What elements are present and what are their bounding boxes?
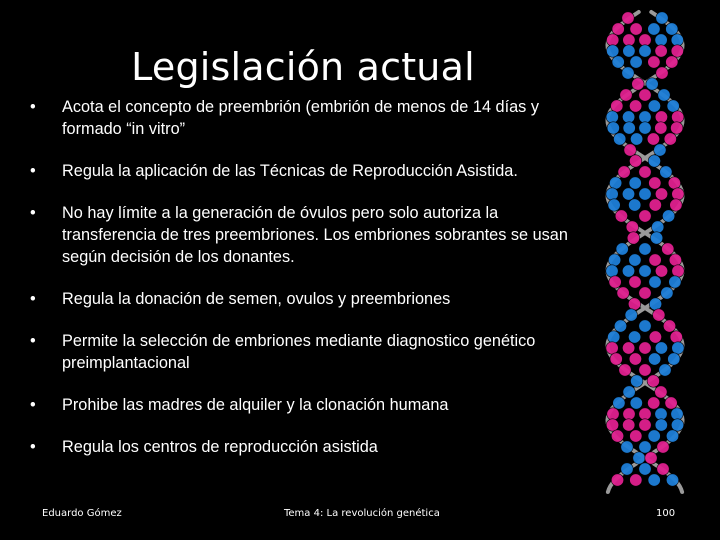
base-sphere	[622, 342, 634, 354]
base-sphere	[639, 463, 651, 475]
base-sphere	[629, 353, 641, 365]
base-sphere	[658, 89, 670, 101]
base-sphere	[606, 342, 618, 354]
footer-topic: Tema 4: La revolución genética	[284, 508, 440, 519]
base-sphere	[608, 254, 620, 266]
base-sphere	[606, 419, 618, 431]
base-sphere	[639, 111, 651, 123]
base-sphere	[656, 12, 668, 24]
bullet-item	[28, 394, 594, 416]
base-sphere	[639, 34, 651, 46]
base-sphere	[655, 111, 667, 123]
base-sphere	[622, 67, 634, 79]
bullet-item	[28, 202, 594, 268]
base-sphere	[630, 430, 642, 442]
base-sphere	[621, 463, 633, 475]
base-sphere	[672, 111, 684, 123]
base-sphere	[622, 111, 634, 123]
base-sphere	[648, 430, 660, 442]
bullet-text: Permite la selección de embriones mediante diagnostico genético preimplantacional	[62, 332, 536, 372]
base-sphere	[669, 276, 681, 288]
base-sphere	[615, 210, 627, 222]
base-sphere	[645, 452, 657, 464]
base-sphere	[623, 386, 635, 398]
base-sphere	[649, 276, 661, 288]
base-sphere	[639, 364, 651, 376]
base-sphere	[609, 276, 621, 288]
base-sphere	[614, 133, 626, 145]
bullet-dot: •	[30, 162, 36, 180]
base-sphere	[670, 199, 682, 211]
base-sphere	[630, 397, 642, 409]
base-sphere	[620, 89, 632, 101]
bullet-dot: •	[30, 438, 36, 456]
base-sphere	[639, 188, 651, 200]
base-sphere	[629, 100, 641, 112]
base-sphere	[655, 342, 667, 354]
base-sphere	[647, 133, 659, 145]
base-sphere	[633, 452, 645, 464]
base-sphere	[629, 177, 641, 189]
base-sphere	[660, 166, 672, 178]
base-sphere	[648, 353, 660, 365]
base-sphere	[665, 397, 677, 409]
base-sphere	[649, 199, 661, 211]
base-sphere	[617, 287, 629, 299]
base-sphere	[671, 45, 683, 57]
base-sphere	[672, 265, 684, 277]
base-sphere	[639, 287, 651, 299]
base-sphere	[630, 133, 642, 145]
base-sphere	[607, 45, 619, 57]
base-sphere	[639, 89, 651, 101]
bullet-dot: •	[30, 98, 36, 116]
base-sphere	[670, 331, 682, 343]
base-sphere	[608, 331, 620, 343]
base-sphere	[667, 100, 679, 112]
base-sphere	[625, 309, 637, 321]
base-sphere	[655, 386, 667, 398]
base-sphere	[669, 254, 681, 266]
base-sphere	[619, 364, 631, 376]
base-sphere	[648, 100, 660, 112]
base-sphere	[654, 144, 666, 156]
base-sphere	[623, 34, 635, 46]
base-sphere	[671, 419, 683, 431]
base-sphere	[629, 155, 641, 167]
base-sphere	[639, 441, 651, 453]
base-sphere	[616, 243, 628, 255]
bullet-item	[28, 160, 594, 182]
base-sphere	[628, 298, 640, 310]
base-sphere	[649, 298, 661, 310]
base-sphere	[672, 342, 684, 354]
base-sphere	[664, 133, 676, 145]
base-sphere	[622, 12, 634, 24]
base-sphere	[627, 232, 639, 244]
base-sphere	[666, 474, 678, 486]
base-sphere	[626, 221, 638, 233]
base-sphere	[630, 474, 642, 486]
base-sphere	[648, 397, 660, 409]
bullet-item	[28, 96, 594, 140]
bullet-item	[28, 288, 594, 310]
base-sphere	[629, 199, 641, 211]
bullet-text: Regula la donación de semen, ovulos y preembriones	[62, 290, 451, 308]
base-sphere	[652, 221, 664, 233]
base-sphere	[671, 34, 683, 46]
base-sphere	[623, 419, 635, 431]
base-sphere	[647, 375, 659, 387]
bullet-dot: •	[30, 332, 36, 350]
bullet-dot: •	[30, 396, 36, 414]
base-sphere	[662, 210, 674, 222]
bullet-text: Acota el concepto de preembrión (embrión de menos de 14 días y formado “in vitro”	[62, 98, 539, 138]
bullet-dot: •	[30, 290, 36, 308]
base-sphere	[653, 309, 665, 321]
base-sphere	[671, 122, 683, 134]
base-sphere	[612, 56, 624, 68]
base-sphere	[639, 419, 651, 431]
base-sphere	[646, 78, 658, 90]
base-sphere	[613, 397, 625, 409]
base-sphere	[672, 188, 684, 200]
base-sphere	[648, 155, 660, 167]
base-sphere	[655, 34, 667, 46]
base-sphere	[671, 408, 683, 420]
bullet-dot: •	[30, 204, 36, 222]
base-sphere	[639, 45, 651, 57]
base-sphere	[639, 166, 651, 178]
bullet-list	[28, 96, 594, 478]
slide-title: Legislación actual	[131, 45, 475, 90]
base-sphere	[623, 408, 635, 420]
base-sphere	[611, 430, 623, 442]
base-sphere	[656, 67, 668, 79]
bullet-text: Regula la aplicación de las Técnicas de Reproducción Asistida.	[62, 162, 518, 180]
base-sphere	[632, 78, 644, 90]
dna-double-helix-icon	[590, 8, 700, 498]
base-sphere	[624, 144, 636, 156]
base-sphere	[655, 122, 667, 134]
base-sphere	[622, 265, 634, 277]
base-sphere	[639, 408, 651, 420]
base-sphere	[614, 320, 626, 332]
bullet-text: Regula los centros de reproducción asistida	[62, 438, 378, 456]
base-sphere	[612, 23, 624, 35]
base-sphere	[657, 463, 669, 475]
base-sphere	[657, 441, 669, 453]
base-sphere	[606, 111, 618, 123]
base-sphere	[655, 188, 667, 200]
base-sphere	[639, 122, 651, 134]
base-sphere	[648, 56, 660, 68]
base-sphere	[611, 474, 623, 486]
base-sphere	[629, 254, 641, 266]
base-sphere	[666, 430, 678, 442]
base-sphere	[655, 45, 667, 57]
base-sphere	[639, 320, 651, 332]
base-sphere	[663, 320, 675, 332]
base-sphere	[650, 232, 662, 244]
base-sphere	[648, 23, 660, 35]
base-sphere	[621, 441, 633, 453]
base-sphere	[662, 243, 674, 255]
base-sphere	[655, 265, 667, 277]
base-sphere	[655, 408, 667, 420]
base-sphere	[607, 408, 619, 420]
base-sphere	[630, 23, 642, 35]
base-sphere	[648, 474, 660, 486]
base-sphere	[668, 177, 680, 189]
base-sphere	[610, 353, 622, 365]
base-sphere	[649, 177, 661, 189]
base-sphere	[668, 353, 680, 365]
base-sphere	[631, 375, 643, 387]
base-sphere	[628, 331, 640, 343]
base-sphere	[639, 342, 651, 354]
base-sphere	[639, 210, 651, 222]
base-sphere	[659, 364, 671, 376]
base-sphere	[639, 265, 651, 277]
base-sphere	[649, 254, 661, 266]
base-sphere	[618, 166, 630, 178]
base-sphere	[606, 265, 618, 277]
bullet-item	[28, 330, 594, 374]
base-sphere	[609, 177, 621, 189]
base-sphere	[607, 122, 619, 134]
base-sphere	[606, 188, 618, 200]
bullet-text: Prohibe las madres de alquiler y la clonación humana	[62, 396, 449, 414]
base-sphere	[622, 188, 634, 200]
base-sphere	[666, 23, 678, 35]
footer-author: Eduardo Gómez	[42, 508, 122, 519]
base-sphere	[639, 243, 651, 255]
base-sphere	[649, 331, 661, 343]
bullet-text: No hay límite a la generación de óvulos pero solo autoriza la transferencia de tres preembriones. Los embriones sobrantes se usan según decisión de los donantes.	[62, 204, 568, 266]
base-sphere	[623, 122, 635, 134]
base-sphere	[629, 276, 641, 288]
base-sphere	[607, 34, 619, 46]
base-sphere	[666, 56, 678, 68]
base-sphere	[661, 287, 673, 299]
base-sphere	[608, 199, 620, 211]
base-sphere	[623, 45, 635, 57]
base-sphere	[630, 56, 642, 68]
base-sphere	[655, 419, 667, 431]
bullet-item	[28, 436, 594, 458]
page-number: 100	[656, 508, 676, 519]
base-sphere	[611, 100, 623, 112]
